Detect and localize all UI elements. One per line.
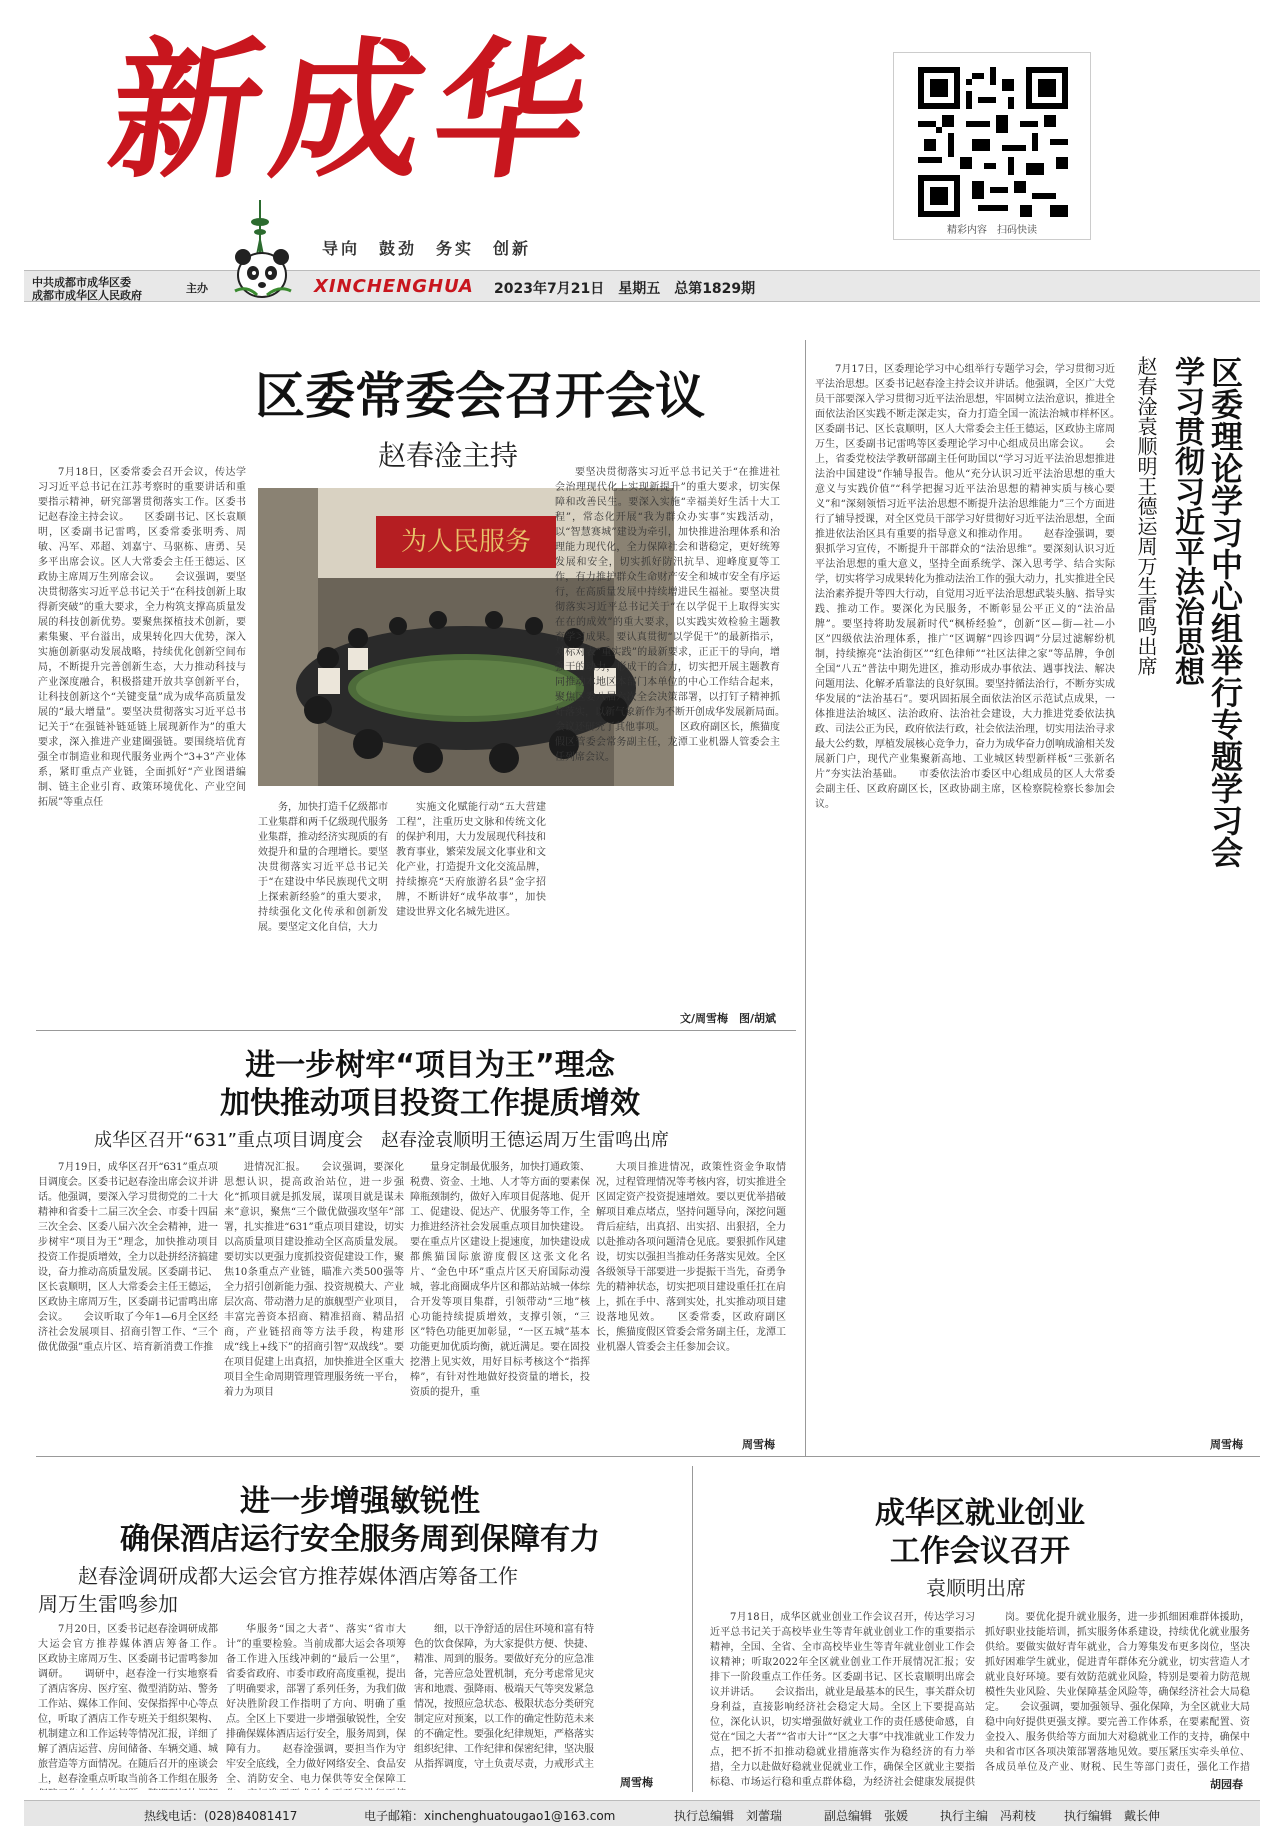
- footer-email[interactable]: 电子邮箱：xinchenghuatougao1@163.com: [364, 1809, 616, 1823]
- article3-headline-line-1[interactable]: 进一步增强敏锐性: [240, 1484, 480, 1519]
- article3-byline: 周雪梅: [620, 1776, 653, 1789]
- sponsor-line-2: 成都市成华区人民政府: [32, 289, 142, 302]
- article4-subhead: 学习贯彻习近平法治思想: [1169, 356, 1204, 686]
- qr-code-box[interactable]: [893, 52, 1091, 240]
- svg-text:为人民服务: 为人民服务: [400, 527, 532, 557]
- article5-byline: 胡园春: [1210, 1778, 1243, 1791]
- article1-column-1: 7月18日，区委常委会召开会议，传达学习习近平总书记在江苏考察时的重要讲话和重要指示精神，研究部署贯彻落实工作。区委书记赵春淦主持会议。 区委副书记、区长袁顺明，区委副书记雷鸣，区委常委张明秀、周敏、冯军、邓超、刘嘉宁、马驱栋、唐勇、吴多平出席会议。区人大常委会主任王德运、区政协主席周万生列席会议。 会议强调，要坚决贯彻落实习近平总书记关于“在科技创新上取得新突破”的重大要求，全力构筑支撑高质量发展的科技创新优势。要聚焦探植技术创新，要素集聚、平台溢出，成果转化四大优势，深入实施创新驱动发展战略，持续优化创新空间布局，不断提升完善创新生态，大力推动科技与产业深度融合，积极搭建开放共享创新平台，让科技创新这个“关键变量”成为成华高质量发展的“最大增量”。要坚决贯彻落实习近平总书记关于“在强链补链延链上展现新作为”的重大要求，深入推进产业建圈强链。要围绕培优育强全市制造业和现代服务业两个“3+3”产业体系，紧盯重点产业链，全面抓好“产业图谱编制、链主企业引育、政策环境优化、产业空间拓展”等重点任: [38, 467, 246, 808]
- article3-column-3: 细，以干净舒适的居住环境和富有特色的饮食保障，为大家提供方便、快捷、精准、周到的服务。要做好充分的应急准备，完善应急处置机制，充分考虑常见灾害和地震、强降雨、极端天气等突发紧急情况，按照应急状态、极限状态分类研究制定应对预案，以工作的确定性防范未来的不确定性。要强化纪律规矩，严格落实组织纪律、工作纪律和保密纪律，坚决服从指挥调度，守土负责尽责，力戒形式主: [414, 1624, 594, 1770]
- issue-dateline: 2023年7月21日 星期五 总第1829期: [494, 281, 756, 297]
- divider-1: [36, 1030, 796, 1031]
- header-info-bar: [24, 270, 1260, 302]
- article4-column-1: 7月17日，区委理论学习中心组举行专题学习会，学习贯彻习近平法治思想。区委书记赵春淦主持会议并讲话。他强调，全区广大党员干部要深入学习贯彻习近平法治思想，牢固树立法治意识，推进全面依法治区实践不断走深走实，奋力打造全国一流法治城市样杯区。 区委副书记、区长袁顺明，区人大常委会主任王德运，区政协主席周万生，区委副书记雷鸣等区委理论学习中心组成员出席会议。 会上，省委党校法学教研部副主任何助国以“学习习近平法治思想推进法治中国建设”作辅导报告。他从“充分认识习近平法治思想的重大意义与实践价值”“科学把握习近平法治思想的精神实质与核心要义”和“深刻领悟习近平法治思想不断提升法治思维能力”三个方面进行了辅导授课，对全区党员干部学习好贯彻好习近平法治思想，全面推进依法治区具有重要的指导意义和推动作用。 赵春淦强调，要狠抓学习宣传，不断提升干部群众的“法治思维”。要深刻认识习近平法治思想的重大意义，坚持全面系统学、深入思考学、结合实际学，切实将学习成果转化为推动法治工作的强大动力，扎实推进全民法治素养提升等四大行动，自觉用习近平法治思想武装头脑、指导实践、推动工作。要深化为民服务，不断彰显公平正义的“法治品牌”。要坚持将助发展新时代“枫桥经验”，创新“区—街—社—小区”四级依法治理体系，推广“区调解“四诊四调”分层过滤解纷机制，持续擦亮“法治街区”“红色律师”“社区法律之家”等品牌，争创全国“八五”普法中期先进区，推动形成办事依法、遇事找法、解决问题用法、化解矛盾靠法的良好氛围。要坚持循法治行，不断夯实成华发展的“法治基石”。要巩固拓展全面依法治区示范试点成果，一体推进法治城区、法治政府、法治社会建设，大力推进党委依法执政、司法公正为民，政府依法行政，社会依法治理，切实用法治寻求最大公约数，厚植发展核心竞争力，奋力为成华奋力创响成渝相关发展新门户，现代产业集聚新高地、工业城区转型新样板“三张新名片”夯实法治基础。 市委依法治市委区中心组成员的区人大常委会副主任、区政府副区长，区政协副主席，区检察院检察长参加会议。: [815, 364, 1115, 810]
- footer-hotline[interactable]: 热线电话：(028)84081417: [144, 1809, 298, 1823]
- article5-headline-line-1[interactable]: 成华区就业创业: [875, 1496, 1085, 1531]
- article4-byline: 周雪梅: [1210, 1438, 1243, 1451]
- sponsor-line-1: 中共成都市成华区委: [32, 276, 131, 289]
- footer-exec-editor: 执行编辑 戴长伸: [1064, 1809, 1161, 1823]
- article2-column-3: 量身定制最优服务，加快打通政策、税费、资金、土地、人才等方面的要素保障瓶颈制约，做好入库项目促落地、促开工、促建设、促达产、优服务等工作，全力推进经济社会发展重点项目加快建设。要在重点片区建设上提速度，加快建设成都熊猫国际旅游度假区这张文化名片、“金色中环”重点片区天府国际动漫城，蓉北商圈成华片区和都站站城一体综合开发等项目集群，引领带动“三地”核心功能持续提质增效，支撑引领，“三区”特色功能更加彰显，“一区五城”基本功能更加优质均衡，就近满足。要在固投挖潜上见实效，用好目标考核这个“指挥棒”，有针对性地做好投资量的增长，投资质的提升，重: [410, 1162, 590, 1398]
- article2-headline-line-1[interactable]: 进一步树牢“项目为王”理念: [245, 1048, 615, 1083]
- article5-headline-line-2[interactable]: 工作会议召开: [890, 1534, 1070, 1569]
- article1-byline: 文/周雪梅 图/胡斌: [680, 1012, 777, 1025]
- article5-column-2: 岗。要优化提升就业服务，进一步抓细困难群体援助，抓好职业技能培训，抓实服务体系建设，持续优化就业服务供给。要做实做好青年就业，合力筹集发布更多岗位，坚决抓好困难学生就业，促进青年群体充分就业，切实营造人才就业良好环境。要有效防范就业风险，特别是要着力防范规模性失业风险、失业保障基金风险等，确保经济社会大局稳定。 会议强调，要加强领导、强化保障，为全区就业大局稳中向好提供更强支撑。要完善工作体系，在要素配置、资金投入、服务供给等方面加大对稳就业工作的支持，确保中央和省市区各项决策部署落地见效。要压紧压实牵头单位、各成员单位及产业、财税、民生等部门责任，强化工作措: [985, 1612, 1250, 1773]
- footer-deputy-editor: 副总编辑 张媛: [824, 1809, 909, 1823]
- masthead-slogan: 导向 鼓劲 务实 创新: [322, 239, 532, 258]
- article1-column-4: 要坚决贯彻落实习近平总书记关于“在推进社会治理现代化上实现新提升”的重大要求，切实保障和改善民生。要深入实施“幸福美好生活十大工程”，常态化开展“我为群众办实事”实践活动，以“智慧赛城”建设为牵引，加快推进治理体系和治理能力现代化，全力保障社会和谐稳定，更好统筹发展和安全，切实抓好防汛抗旱、迎峰度夏等工作，有力推护群众生命财产安全和城市安全有序运行，在高质量发展中持续增进民生福祉。要坚决贯彻落实习近平总书记关于“在以学促干上取得实实在在的成效”的重大要求，以实践实效检验主题教育学习成果。要认真贯彻“以学促干”的最新指示，对标对表“重实践”的最新要求，正正干的导向，增强干的动力，形成干的合力，切实把开展主题教育同推动本地区本部门本单位的中心工作结合起来，聚焦区委八届六次全会决策部署，以打钉子精神抓好落实，以新气象新作为不断开创成华发展新局面。 会议还研究了其他事项。 区政府副区长，熊猫度假区管委会常务副主任，龙潭工业机器人管委会主任列席会议。: [555, 467, 780, 763]
- footer-chief-editor: 执行总编辑 刘蕾瑞: [674, 1809, 783, 1823]
- divider-vertical: [805, 340, 806, 1456]
- masthead-pinyin: XINCHENGHUA: [314, 276, 474, 297]
- masthead-title: 新成华: [99, 23, 611, 199]
- article2-column-2: 进情况汇报。 会议强调，要深化思想认识，提高政治站位，进一步强化“抓项目就是抓发展，谋项目就是谋未来”意识，聚焦“三个做优做强攻坚年”部署，扎实推进“631”重点项目建设，切实以高质量项目建设推动全区高质量发展。要切实以更强力度抓投资促建设工作，聚焦10条重点产业链，瞄准六类500强等全力招引创新能力强、投资规模大、产业层次高、带动潜力足的旗舰型产业项目，丰富完善资本招商、精准招商、精品招商，产业链招商等方法手段，构建形成“线上+线下”的招商引智“双战线”。要在项目促建上出真招，加快推进全区重大项目全生命周期管理管理服务统一平台，着力为项目: [224, 1162, 404, 1398]
- article2-headline-line-2[interactable]: 加快推动项目投资工作提质增效: [220, 1086, 640, 1121]
- qr-code-icon: [918, 67, 1068, 217]
- article5-column-1: 7月18日，成华区就业创业工作会议召开，传达学习习近平总书记关于高校毕业生等青年就业创业工作的重要指示精神，全国、全省、全市高校毕业生等青年就业创业工作会议精神；听取2022年全区就业创业工作开展情况汇报；安排下一阶段重点工作任务。区委副书记、区长袁顺明出席会议并讲话。 会议指出，就业是最基本的民生，事关群众切身利益，直接影响经济社会稳定大局。全区上下要提高站位，深化认识，切实增强做好就业工作的责任感使命感，自觉在“国之大者”“省市大计”“区之大事”中找准就业工作发力点，把不折不扣推动稳就业措施落实作为稳经济的有力举措，全力以赴做好稳就业促就业工作，确保全区就业主要指标稳、市场运行稳和重点群体稳，为经济社会健康发展提供: [710, 1612, 975, 1788]
- footer-bar: [24, 1800, 1260, 1826]
- divider-vertical-bottom: [692, 1466, 693, 1792]
- article5-subhead: 袁顺明出席: [926, 1576, 1026, 1600]
- article3-subhead-line-2: 周万生雷鸣参加: [38, 1592, 178, 1616]
- article3-subhead-line-1: 赵春淦调研成都大运会官方推荐媒体酒店筹备工作: [78, 1564, 518, 1588]
- article4-headline[interactable]: 区委理论学习中心组举行专题学习会: [1206, 356, 1244, 868]
- article3-column-1: 7月20日，区委书记赵春淦调研成都大运会官方推荐媒体酒店筹备工作。 区政协主席周万生、区委副书记雷鸣参加调研。 调研中，赵春淦一行实地察看了酒店客房、医疗室、微型消防站、警务工作站、媒体工作间、安保指挥中心等点位，听取了酒店工作专班关于组织架构、机制建立和工作运转等情况汇报，详细了解了酒店运营、房间储备、车辆交通、城旅营造等方面情况。在随后召开的座谈会上，赵春淦重点听取当前各工作组在服务: [38, 1624, 218, 1785]
- article3-column-2: 华服务“国之大者”、落实“省市大计”的重要检验。当前成都大运会各项筹备工作进入压线冲刺的“最后一公里”，省委省政府、市委市政府高度重视，提出了明确要求，部署了系列任务，为我们做好决胜阶段工作指明了方向、明确了重点。全区上下要进一步增强敏锐性，全安排确保媒体酒店运行安全，服务周到，保障有力。 赵春淦强调，要担当作为守牢安全底线，全力做好网络安全、食品安全、消防安全、电力保供等安全保障工: [226, 1624, 406, 1785]
- footer-exec-host: 执行主编 冯莉枝: [940, 1809, 1037, 1823]
- divider-2: [36, 1456, 1260, 1457]
- article3-headline-line-2[interactable]: 确保酒店运行安全服务周到保障有力: [120, 1522, 600, 1557]
- qr-caption: 精彩内容 扫码快读: [947, 225, 1037, 236]
- article1-headline[interactable]: 区委常委会召开会议: [255, 367, 705, 425]
- article2-column-1: 7月19日，成华区召开“631”重点项目调度会。区委书记赵春淦出席会议并讲话。他强调，要深入学习贯彻党的二十大精神和省委十二届三次全会、市委十四届三次全会、区委八届六次全会精神，进一步树牢“项目为王”理念，加快推动项目投资工作提质增效，全力以赴拼经济搞建设，奋力推动高质量发展。区委副书记、区长袁顺明，区人大常委会主任王德运，区政协主席周万生，区委副书记雷鸣出席会议。 会议听取了今年1—6月全区经济社会发展项目、招商引智工作、“三个做优做强”重点片区、培育新消费工作推: [38, 1162, 218, 1353]
- article1-column-3: 实施文化赋能行动“五大营建工程”，注重历史文脉和传统文化的保护利用，大力发展现代科技和教育事业，繁荣发展文化事业和文化产业，打造提升文化交流品牌，持续擦亮“天府旅游名县”金字招牌，不断讲好“成华故事”，加快建设世界文化名城先进区。: [396, 802, 546, 918]
- article2-subhead: 成华区召开“631”重点项目调度会 赵春淦袁顺明王德运周万生雷鸣出席: [94, 1130, 670, 1151]
- panda-mascot-icon: [227, 245, 297, 303]
- sponsor-host: 主办: [186, 282, 208, 295]
- article2-byline: 周雪梅: [742, 1438, 775, 1451]
- article2-column-4: 大项目推进情况，政策性资金争取情况，过程管理情况等考核内容，切实推进全区固定资产投资提速增效。要以更优举措破解项目难点堵点，坚持问题导向，深挖问题背后症结，出真招、出实招、出狠招，全力以赴推动各项问题清仓见底。要狠抓作风建设，切实以强担当推动任务落实见效。全区各级领导干部要进一步提振干当先，奋勇争先的精神状态，切实把项目建设重任扛在肩上，抓在手中、落到实处，扎实推动项目建设落地见效。 区委常委，区政府副区长，熊猫度假区管委会常务副主任，龙潭工业机器人管委会主任参加会议。: [596, 1162, 786, 1353]
- article1-subhead: 赵春淦主持: [378, 439, 519, 472]
- article1-column-2: 务，加快打造千亿级都市工业集群和两千亿级现代服务业集群，推动经济实现质的有效提升和量的合理增长。要坚决贯彻落实习近平总书记关于“在建设中华民族现代文明上探索新经验”的重大要求，持续强化文化传承和创新发展。要坚定文化自信，大力: [258, 802, 388, 933]
- article4-attendees: 赵春淦袁顺明王德运周万生雷鸣出席: [1134, 356, 1158, 676]
